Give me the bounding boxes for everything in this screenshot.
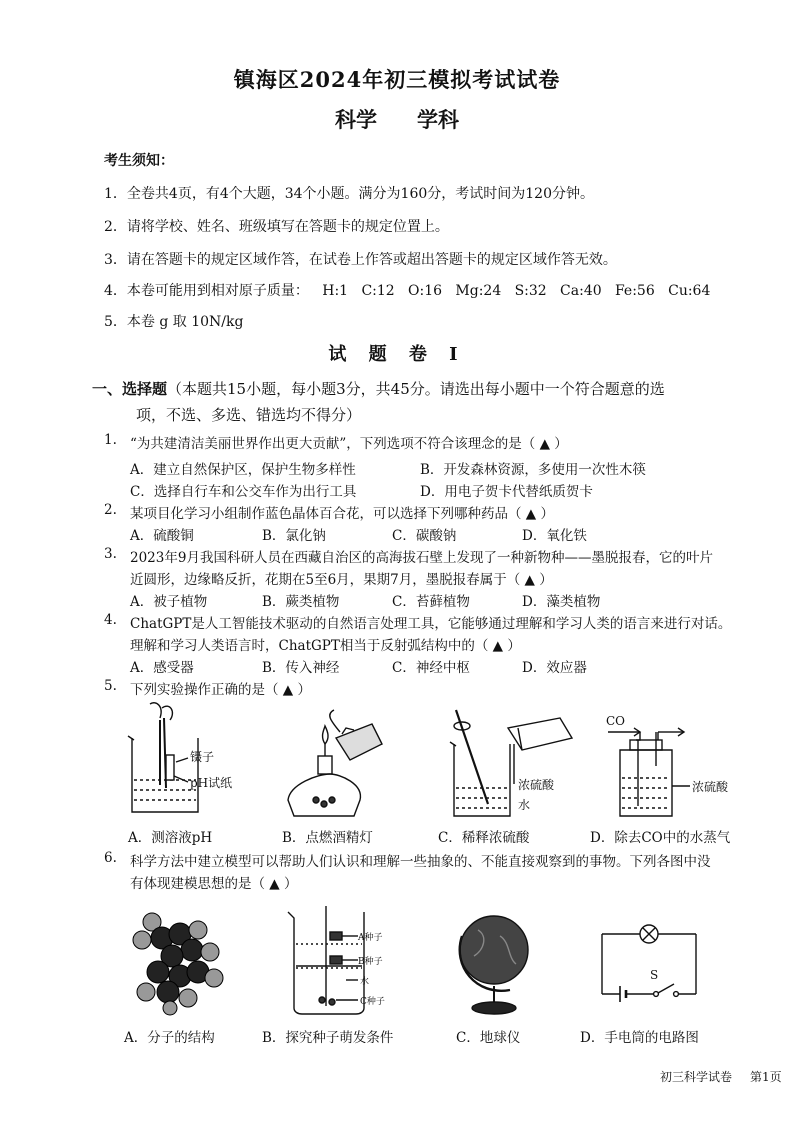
q6-label-c-seed: C种子 [360, 997, 385, 1007]
notice-heading: 考生须知： [104, 153, 174, 169]
question-4-number: 4. [104, 612, 117, 628]
question-2-number: 2. [104, 502, 117, 518]
q6-label-a-seed: A种子 [358, 933, 383, 943]
q2-option-a: A．硫酸铜 [130, 528, 194, 544]
q1-option-d: D．用电子贺卡代替纸质贺卡 [420, 484, 593, 500]
q5-label-water: 水 [518, 798, 531, 812]
q2-option-b: B．氯化钠 [262, 528, 326, 544]
q1-option-a: A．建立自然保护区，保护生物多样性 [130, 462, 356, 478]
q3-option-a: A．被子植物 [130, 594, 208, 610]
q6-option-a: A．分子的结构 [124, 1030, 215, 1046]
q4-option-c: C．神经中枢 [392, 660, 470, 676]
q5-figure-alcohol-lamp [280, 704, 390, 824]
q5-label-conc-acid-2: 浓硫酸 [692, 780, 729, 794]
q6-option-b: B．探究种子萌发条件 [262, 1030, 394, 1046]
q3-option-d: D．藻类植物 [522, 594, 601, 610]
q5-label-tweezers: 镊子 [190, 750, 215, 764]
question-1-number: 1. [104, 432, 117, 448]
question-1-text: “为共建清洁美丽世界作出更大贡献”，下列选项不符合该理念的是（ ▲ ） [130, 436, 568, 452]
notice-item-3: 3．请在答题卡的规定区域作答，在试卷上作答或超出答题卡的规定区域作答无效。 [104, 252, 617, 268]
section-title: 试 题 卷 I [328, 344, 466, 365]
notice-item-5: 5．本卷 g 取 10N/kg [104, 314, 244, 330]
q6-label-water: 水 [360, 977, 370, 987]
q5-option-d: D．除去CO中的水蒸气 [590, 830, 731, 846]
question-4-text-1: ChatGPT是人工智能技术驱动的自然语言处理工具，它能够通过理解和学习人类的语言来进行对话。 [130, 616, 732, 632]
q1-option-b: B．开发森林资源，多使用一次性木筷 [420, 462, 646, 478]
q5-option-a: A．测溶液pH [128, 830, 213, 846]
part1-label: 一、选择题 [92, 380, 168, 398]
question-5-text: 下列实验操作正确的是（ ▲ ） [130, 682, 311, 698]
subject-right: 学科 [417, 107, 459, 132]
notice-item-2: 2．请将学校、姓名、班级填写在答题卡的规定位置上。 [104, 219, 449, 235]
q6-label-switch: S [650, 968, 659, 982]
question-3-number: 3. [104, 546, 117, 562]
q5-label-conc-acid: 浓硫酸 [518, 778, 555, 792]
q6-option-c: C．地球仪 [456, 1030, 521, 1046]
q5-label-co: CO [606, 714, 626, 728]
q3-option-b: B．蕨类植物 [262, 594, 340, 610]
question-2-text: 某项目化学习小组制作蓝色晶体百合花，可以选择下列哪种药品（ ▲ ） [130, 506, 554, 522]
q4-option-a: A．感受器 [130, 660, 194, 676]
footer-exam-name: 初三科学试卷 [660, 1070, 733, 1084]
exam-title: 镇海区2024年初三模拟考试试卷 [233, 67, 561, 92]
part1-heading [92, 376, 792, 428]
part1-desc-2: 项，不选、多选、错选均不得分） [136, 406, 362, 424]
question-6-text-1: 科学方法中建立模型可以帮助人们认识和理解一些抽象的、不能直接观察到的事物。下列各图中没 [130, 854, 711, 870]
subject-left: 科学 [335, 107, 377, 132]
q6-figure-circuit [596, 918, 706, 1008]
q6-figure-molecule [128, 908, 228, 1016]
q3-option-c: C．苔藓植物 [392, 594, 470, 610]
q2-option-d: D．氧化铁 [522, 528, 587, 544]
q5-figure-ph-test [120, 700, 240, 820]
question-3-text-2: 近圆形，边缘略反折，花期在5至6月，果期7月，墨脱报春属于（ ▲ ） [130, 572, 553, 588]
q5-figure-gas-bottle [600, 720, 710, 820]
part1-desc-1: （本题共15小题，每小题3分，共45分。请选出每小题中一个符合题意的选 [167, 380, 665, 398]
question-6-text-2: 有体现建模思想的是（ ▲ ） [130, 876, 298, 892]
q2-option-c: C．碳酸钠 [392, 528, 457, 544]
q5-figure-dilute-acid [448, 704, 578, 824]
notice-item-4: 4．本卷可能用到相对原子质量： H:1 C:12 O:16 Mg:24 S:32 Ca:40 Fe:56 Cu:64 [104, 283, 711, 299]
q5-option-b: B．点燃酒精灯 [282, 830, 373, 846]
notice-item-1: 1．全卷共4页，有4个大题，34个小题。满分为160分，考试时间为120分钟。 [104, 186, 594, 202]
question-3-text-1: 2023年9月我国科研人员在西藏自治区的高海拔石壁上发现了一种新物种——墨脱报春，它的叶片 [130, 550, 713, 566]
question-5-number: 5. [104, 678, 117, 694]
subject-title [0, 104, 794, 134]
q6-figure-globe [448, 906, 538, 1018]
q4-option-b: B．传入神经 [262, 660, 340, 676]
q5-label-ph-paper: pH试纸 [190, 776, 233, 790]
q6-label-b-seed: B种子 [358, 957, 383, 967]
footer-page-number: 第1页 [750, 1070, 782, 1084]
q1-option-c: C．选择自行车和公交车作为出行工具 [130, 484, 357, 500]
q4-option-d: D．效应器 [522, 660, 587, 676]
question-4-text-2: 理解和学习人类语言时，ChatGPT相当于反射弧结构中的（ ▲ ） [130, 638, 521, 654]
question-6-number: 6. [104, 850, 117, 866]
q5-option-c: C．稀释浓硫酸 [438, 830, 530, 846]
q6-option-d: D．手电筒的电路图 [580, 1030, 699, 1046]
